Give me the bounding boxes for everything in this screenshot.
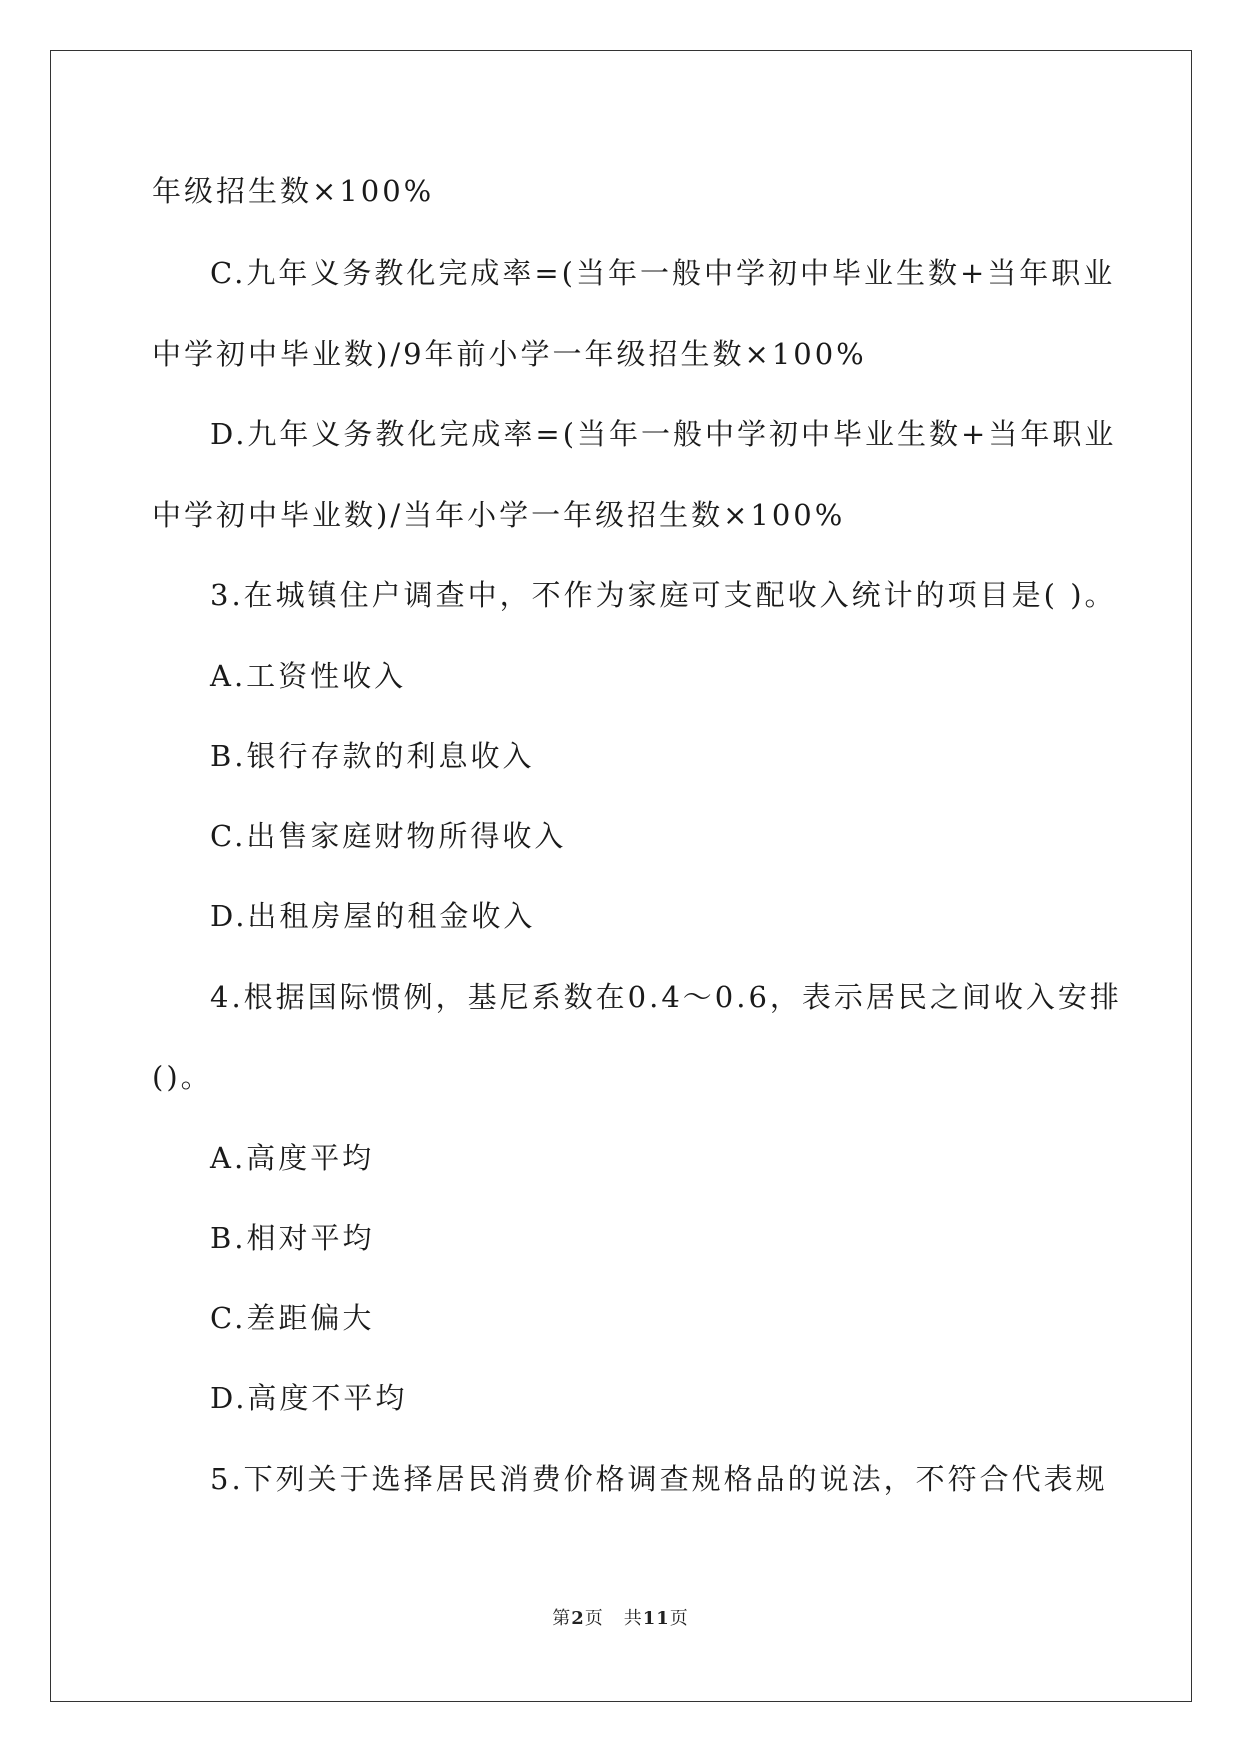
option-d: D.出租房屋的租金收入: [210, 899, 536, 933]
footer-total-prefix: 共: [623, 1608, 643, 1629]
footer-total-suffix: 页: [669, 1608, 689, 1629]
option-d: D.高度不平均: [210, 1381, 408, 1415]
page-number: 2: [571, 1608, 585, 1629]
page-footer: [0, 1608, 1241, 1630]
option-b: B.银行存款的利息收入: [210, 739, 535, 773]
question-3: 3.在城镇住户调查中，不作为家庭可支配收入统计的项目是( )。: [210, 578, 1117, 612]
text-line: 中学初中毕业数)/9年前小学一年级招生数×100%: [152, 337, 867, 371]
question-4: 4.根据国际惯例，基尼系数在0.4～0.6，表示居民之间收入安排: [210, 980, 1122, 1014]
option-c: C.出售家庭财物所得收入: [210, 819, 567, 853]
option-a: A.工资性收入: [210, 659, 407, 693]
question-5: 5.下列关于选择居民消费价格调查规格品的说法，不符合代表规: [210, 1462, 1108, 1496]
text-line: 年级招生数×100%: [152, 174, 435, 208]
total-pages: 11: [642, 1608, 670, 1629]
option-a: A.高度平均: [210, 1141, 375, 1175]
footer-page-suffix: 页: [584, 1608, 604, 1629]
footer-prefix: 第: [552, 1608, 572, 1629]
option-c-line: C.九年义务教化完成率=(当年一般中学初中毕业生数+当年职业: [210, 256, 1116, 290]
option-d-line: D.九年义务教化完成率=(当年一般中学初中毕业生数+当年职业: [210, 417, 1117, 451]
page-border: [50, 50, 1192, 1702]
text-line: 中学初中毕业数)/当年小学一年级招生数×100%: [152, 498, 846, 532]
option-c: C.差距偏大: [210, 1301, 375, 1335]
option-b: B.相对平均: [210, 1221, 375, 1255]
text-line: ()。: [152, 1060, 213, 1094]
